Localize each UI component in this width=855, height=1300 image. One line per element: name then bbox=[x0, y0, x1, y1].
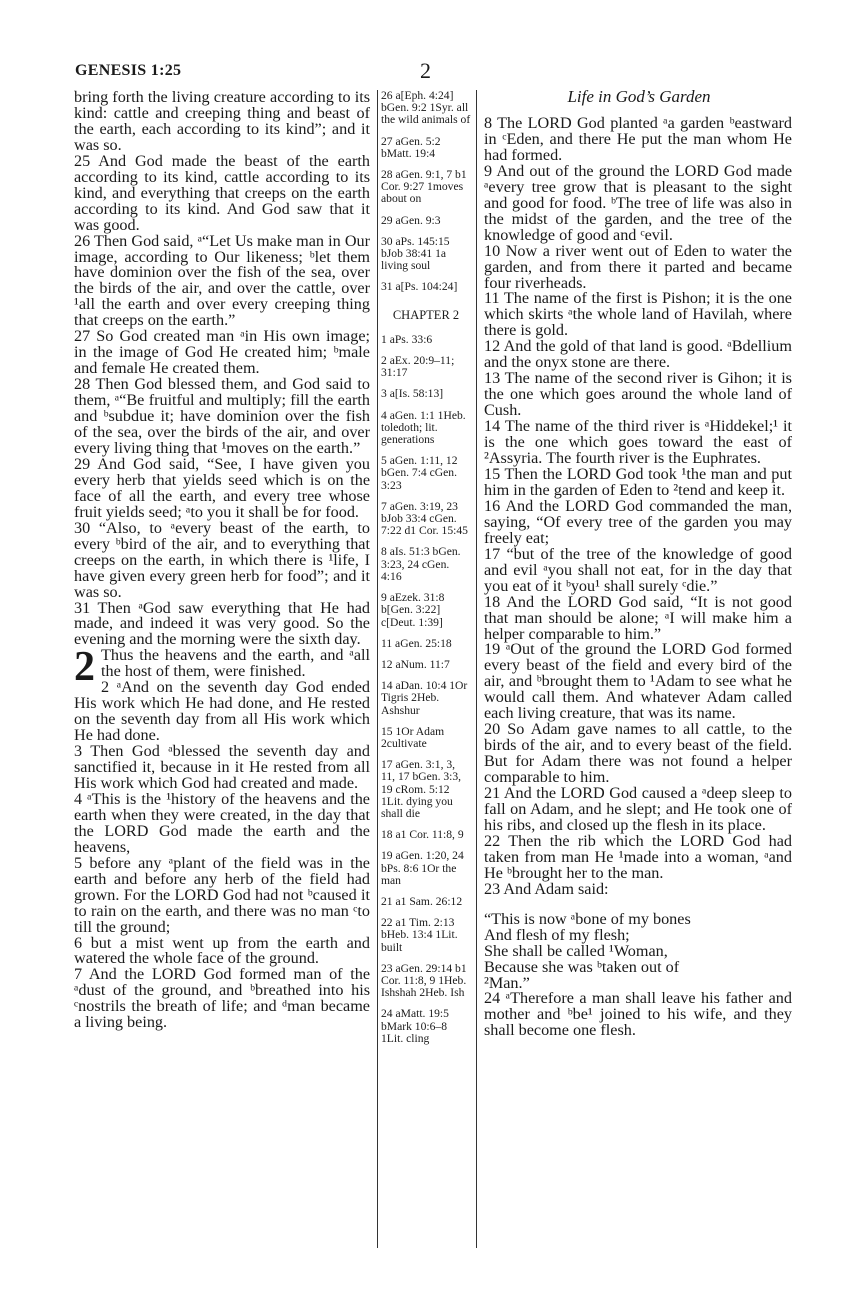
cross-reference: 8 aIs. 51:3 bGen. 3:23, 24 cGen. 4:16 bbox=[381, 545, 461, 583]
verse-text: 16 And the LORD God commanded the man, saying, “Of every tree of the garden you may freely eat; bbox=[484, 496, 792, 547]
verse-text: 4 ᵃThis is the ¹history of the heavens and the earth when they were created, in the day that the LORD God made the earth and the heavens, bbox=[74, 789, 370, 856]
page-number: 2 bbox=[420, 58, 431, 83]
verse-text: 25 And God made the beast of the earth according to its kind, cattle according to its kind, and everything that creeps on the earth according to its kind. And God saw that it was good. bbox=[74, 151, 370, 234]
verse-text: 9 And out of the ground the LORD God made ᵃevery tree grow that is pleasant to the sight and good for food. ᵇThe tree of life was also in the midst of the garden, and the tree of the knowledge of good and ᶜevil. bbox=[484, 161, 792, 244]
column-divider-right bbox=[476, 90, 477, 1248]
cross-reference: 18 a1 Cor. 11:8, 9 bbox=[381, 828, 464, 842]
verse-text: 5 before any ᵃplant of the field was in the earth and before any herb of the field had grown. For the LORD God had not ᵇcaused it to rain on the earth, and there was no man ᶜto till the ground; bbox=[74, 853, 370, 936]
cross-reference: 12 aNum. 11:7 bbox=[381, 657, 450, 671]
cross-reference: 22 a1 Tim. 2:13 bHeb. 13:4 1Lit. built bbox=[381, 916, 458, 954]
verse-text: 12 And the gold of that land is good. ᵃBdellium and the onyx stone are there. bbox=[484, 337, 792, 372]
cross-reference: 21 a1 Sam. 26:12 bbox=[381, 894, 463, 908]
poem-line: She shall be called ¹Woman, bbox=[484, 941, 668, 960]
chapter-2-opening bbox=[74, 644, 370, 691]
cross-reference: 4 aGen. 1:1 1Heb. toledoth; lit. generations bbox=[381, 408, 466, 447]
cross-reference: 28 aGen. 9:1, 7 b1 Cor. 9:27 1moves about on bbox=[381, 168, 467, 206]
chapter-label: CHAPTER 2 bbox=[392, 307, 460, 322]
cross-reference: 7 aGen. 3:19, 23 bJob 33:4 cGen. 7:22 d1 Cor. 15:45 bbox=[381, 499, 468, 538]
chapter-dropcap: 2 bbox=[74, 644, 95, 691]
verse-text: 27 So God created man ᵃin His own image; in the image of God He created him; ᵇmale and female He created them. bbox=[74, 327, 370, 378]
verse-text: 19 ᵃOut of the ground the LORD God formed every beast of the field and every bird of the air, and ᵇbrought them to ¹Adam to see what he would call them. And whatever Adam called each living creature, that was its name. bbox=[484, 640, 792, 723]
poem-line: And flesh of my flesh; bbox=[484, 925, 630, 944]
cross-reference-column bbox=[381, 90, 471, 1054]
poem-line: ²Man.” bbox=[484, 973, 530, 992]
verse-text: 14 The name of the third river is ᵃHiddekel;¹ it is the one which goes toward the east of ²Assyria. The fourth river is the Euphrates. bbox=[484, 417, 792, 468]
verse-text: 29 And God said, “See, I have given you every herb that yields seed which is on the face of all the earth, and every tree whose fruit yields seed; ᵃto you it shall be for food. bbox=[74, 454, 370, 521]
cross-reference: 9 aEzek. 31:8 b[Gen. 3:22] c[Deut. 1:39] bbox=[381, 591, 445, 629]
column-divider-left bbox=[377, 90, 378, 1248]
verse-text: 21 And the LORD God caused a ᵃdeep sleep to fall on Adam, and he slept; and He took one of his ribs, and closed up the flesh in its place. bbox=[484, 784, 792, 834]
verse-text: 15 Then the LORD God took ¹the man and put him in the garden of Eden to ²tend and keep it. bbox=[484, 464, 792, 499]
poem-line: Because she was ᵇtaken out of bbox=[484, 957, 680, 976]
verse-text: 7 And the LORD God formed man of the ᵃdust of the ground, and ᵇbreathed into his ᶜnostrils the breath of life; and ᵈman became a living being. bbox=[74, 965, 370, 1032]
verse-text: 10 Now a river went out of Eden to water the garden, and from there it parted and became four riverheads. bbox=[484, 241, 792, 292]
cross-reference: 3 a[Is. 58:13] bbox=[381, 387, 444, 401]
cross-reference: 14 aDan. 10:4 1Or Tigris 2Heb. Ashshur bbox=[381, 679, 468, 717]
verse-text: 24 ᵃTherefore a man shall leave his father and mother and ᵇbe¹ joined to his wife, and they shall become one flesh. bbox=[484, 989, 792, 1040]
section-heading: Life in God’s Garden bbox=[567, 87, 711, 106]
cross-reference: 11 aGen. 25:18 bbox=[381, 636, 452, 650]
verse-text: 18 And the LORD God said, “It is not good that man should be alone; ᵃI will make him a helper comparable to him.” bbox=[484, 592, 792, 643]
verse-text: 6 but a mist went up from the earth and watered the whole face of the ground. bbox=[74, 933, 370, 968]
verse-text: 8 The LORD God planted ᵃa garden ᵇeastward in ᶜEden, and there He put the man whom He had formed. bbox=[484, 114, 792, 164]
running-header: GENESIS 1:25 bbox=[75, 62, 182, 79]
cross-reference: 19 aGen. 1:20, 24 bPs. 8:6 1Or the man bbox=[381, 849, 464, 887]
poem-line: “This is now ᵃbone of my bones bbox=[484, 909, 691, 928]
cross-reference: 17 aGen. 3:1, 3, 11, 17 bGen. 3:3, 19 cRom. 5:12 1Lit. dying you shall die bbox=[381, 758, 462, 820]
verse-text: bring forth the living creature according to its kind: cattle and creeping thing and beast of the earth, each according to its kind”; and it was so. bbox=[74, 88, 370, 154]
verse-text: 11 The name of the first is Pishon; it is the one which skirts ᵃthe whole land of Havilah, where there is gold. bbox=[484, 289, 792, 340]
verse-text: 17 “but of the tree of the knowledge of good and evil ᵃyou shall not eat, for in the day that you eat of it ᵇyou¹ shall surely ᶜdie.” bbox=[484, 544, 792, 595]
verse-text: 22 Then the rib which the LORD God had taken from man He ¹made into a woman, ᵃand He ᵇbrought her to the man. bbox=[484, 831, 792, 882]
cross-reference: 30 aPs. 145:15 bJob 38:41 1a living soul bbox=[381, 234, 450, 273]
verse-text: 31 Then ᵃGod saw everything that He had made, and indeed it was very good. So the evening and the morning were the sixth day. bbox=[74, 598, 370, 649]
verse-text: 3 Then God ᵃblessed the seventh day and sanctified it, because in it He rested from all His work which God had created and made. bbox=[74, 742, 370, 792]
verse-text: Thus the heavens and the earth, and ᵃall the host of them, were finished. bbox=[101, 646, 370, 681]
verse-text: 23 And Adam said: bbox=[484, 879, 609, 898]
cross-reference: 2 aEx. 20:9–11; 31:17 bbox=[381, 354, 455, 380]
cross-reference: 24 aMatt. 19:5 bMark 10:6–8 1Lit. cling bbox=[381, 1007, 449, 1045]
cross-reference: 5 aGen. 1:11, 12 bGen. 7:4 cGen. 3:23 bbox=[381, 454, 458, 492]
verse-text: 30 “Also, to ᵃevery beast of the earth, to every ᵇbird of the air, and to everything that creeps on the earth, in which there is ¹life, I have given every green herb for food”; and it was so. bbox=[74, 518, 370, 601]
verse-text: 26 Then God said, ᵃ“Let Us make man in Our image, according to Our likeness; ᵇlet them have dominion over the fish of the sea, over the birds of the air, and over the cattle, over ¹all the earth and over every creeping thing that creeps on the earth.” bbox=[74, 231, 370, 330]
cross-reference: 31 a[Ps. 104:24] bbox=[381, 280, 458, 294]
cross-reference: 1 aPs. 33:6 bbox=[381, 332, 433, 346]
verse-text: 13 The name of the second river is Gihon; it is the one which goes around the whole land of Cush. bbox=[484, 369, 792, 420]
cross-reference: 15 1Or Adam 2cultivate bbox=[381, 724, 445, 750]
cross-reference: 26 a[Eph. 4:24] bGen. 9:2 1Syr. all the wild animals of bbox=[381, 89, 471, 127]
verse-text: 28 Then God blessed them, and God said to them, ᵃ“Be fruitful and multiply; fill the earth and ᵇsubdue it; have dominion over the fish of the sea, over the birds of the air, and over every living thing that ¹moves on the earth.” bbox=[74, 375, 370, 457]
cross-reference: 23 aGen. 29:14 b1 Cor. 11:8, 9 1Heb. Ishshah 2Heb. Ish bbox=[381, 961, 467, 1000]
cross-reference: 27 aGen. 5:2 bMatt. 19:4 bbox=[381, 134, 441, 160]
verse-text: 2 ᵃAnd on the seventh day God ended His work which He had done, and He rested on the seventh day from all His work which He had done. bbox=[74, 678, 370, 745]
left-text-column bbox=[74, 90, 370, 1031]
verse-text: 20 So Adam gave names to all cattle, to the birds of the air, and to every beast of the field. But for Adam there was not found a helper comparable to him. bbox=[484, 720, 792, 787]
right-text-column bbox=[484, 116, 792, 1039]
cross-reference: 29 aGen. 9:3 bbox=[381, 213, 441, 227]
